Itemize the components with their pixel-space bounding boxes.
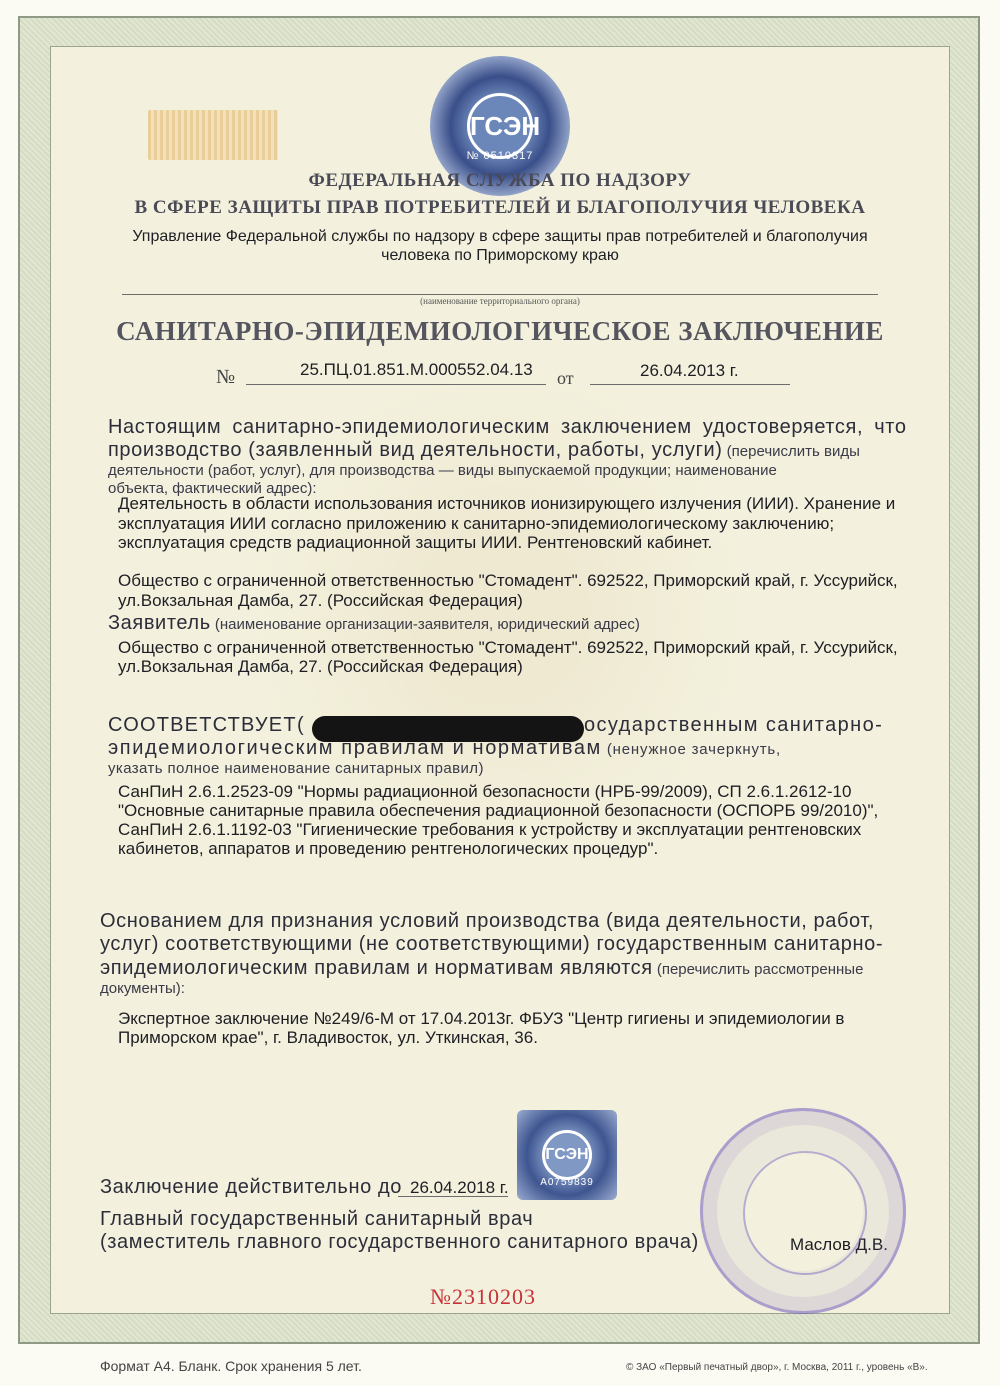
intro-line-1: Настоящим санитарно-эпидемиологическим заключением удостоверяется, что — [108, 416, 907, 438]
intro-line-3: деятельности (работ, услуг), для производства — виды выпускаемой продукции; наименование — [108, 462, 777, 479]
basis-line-3-caption: (перечислить рассмотренные — [652, 961, 864, 978]
conformity-line-2 — [108, 737, 781, 760]
conformity-line-1-rest: осударственным санитарно- — [584, 714, 884, 736]
basis-doc-line-1: Экспертное заключение №249/6-М от 17.04.2013г. ФБУЗ "Центр гигиены и эпидемиологии в — [118, 1009, 845, 1028]
basis-line-3 — [100, 957, 863, 980]
validity-date: 26.04.2018 г. — [410, 1178, 509, 1197]
signer-role-2: (заместитель главного государственного санитарного врача) — [100, 1231, 699, 1253]
intro-line-2-caption: (перечислить виды — [722, 443, 860, 460]
rules-line-4: кабинетов, аппаратов и проведению рентгенологических процедур". — [118, 839, 659, 858]
applicant-heading — [108, 612, 640, 635]
conformity-paren: ( — [297, 714, 305, 736]
header-line-1: ФЕДЕРАЛЬНАЯ СЛУЖБА ПО НАДЗОРУ — [308, 170, 692, 191]
signer-name: Маслов Д.В. — [790, 1235, 888, 1254]
basis-doc-line-2: Приморском крае", г. Владивосток, ул. Уткинская, 36. — [118, 1028, 538, 1047]
document-title: САНИТАРНО-ЭПИДЕМИОЛОГИЧЕСКОЕ ЗАКЛЮЧЕНИЕ — [116, 316, 884, 346]
form-number: №2310203 — [430, 1284, 536, 1309]
issue-date: 26.04.2013 г. — [640, 361, 739, 380]
from-label: от — [557, 368, 574, 388]
applicant-label: Заявитель — [108, 612, 211, 634]
org-caption: (наименование территориального органа) — [420, 296, 580, 306]
applicant-line-2: ул.Вокзальная Дамба, 27. (Российская Федерация) — [118, 657, 523, 676]
rules-line-1: СанПиН 2.6.1.2523-09 "Нормы радиационной безопасности (НРБ-99/2009), СП 2.6.1.2612-10 — [118, 782, 852, 801]
object-address-line-2: ул.Вокзальная Дамба, 27. (Российская Федерация) — [118, 591, 523, 610]
conformity-line-2-main: эпидемиологическим правилам и нормативам — [108, 737, 602, 759]
basis-line-2: услуг) соответствующими (не соответствующими) государственным санитарно- — [100, 933, 884, 955]
rules-line-3: СанПиН 2.6.1.1192-03 "Гигиенические требования к устройству и эксплуатации рентгеновских — [118, 820, 862, 839]
certificate-number: 25.ПЦ.01.851.М.000552.04.13 — [300, 360, 533, 379]
basis-line-3-main: эпидемиологическим правилам и нормативам являются — [100, 957, 653, 979]
applicant-line-1: Общество с ограниченной ответственностью "Стомадент". 692522, Приморский край, г. Уссурийск, — [118, 638, 898, 657]
emblem-top-serial: № 0510317 — [466, 150, 534, 162]
emblem-bottom-icon — [517, 1110, 617, 1200]
validity-label: Заключение действительно до — [100, 1176, 402, 1198]
intro-line-2 — [108, 439, 860, 462]
activity-line-3: эксплуатация средств радиационной защиты ИИИ. Рентгеновский кабинет. — [118, 533, 713, 552]
official-stamp — [700, 1108, 906, 1314]
object-address-line-1: Общество с ограниченной ответственностью "Стомадент". 692522, Приморский край, г. Уссурийск, — [118, 571, 898, 590]
footer-left: Формат А4. Бланк. Срок хранения 5 лет. — [100, 1358, 362, 1374]
rules-line-2: "Основные санитарные правила обеспечения радиационной безопасности (ОСПОРБ 99/2010)", — [118, 801, 879, 820]
intro-line-4: объекта, фактический адрес): — [108, 480, 317, 497]
signer-role-1: Главный государственный санитарный врач — [100, 1208, 534, 1230]
conformity-line-3: указать полное наименование санитарных правил) — [108, 760, 484, 777]
hologram-strip — [148, 110, 278, 160]
applicant-caption: (наименование организации-заявителя, юридический адрес) — [210, 616, 640, 633]
org-name-line-2: человека по Приморскому краю — [381, 247, 619, 264]
basis-line-1: Основанием для признания условий производства (вида деятельности, работ, — [100, 910, 875, 932]
basis-line-4: документы): — [100, 980, 185, 997]
emblem-bottom-serial: А0759839 — [540, 1177, 594, 1188]
intro-line-2-main: производство (заявленный вид деятельности, работы, услуги) — [108, 439, 723, 461]
footer-right: © ЗАО «Первый печатный двор», г. Москва, 2011 г., уровень «В». — [626, 1362, 928, 1373]
org-underline — [122, 294, 878, 295]
number-label: № — [216, 366, 236, 388]
sanitary-emblem-icon: ГСЭН — [467, 93, 533, 159]
conformity-line-2-caption: (ненужное зачеркнуть, — [601, 741, 782, 758]
header-line-2: В СФЕРЕ ЗАЩИТЫ ПРАВ ПОТРЕБИТЕЛЕЙ И БЛАГОПОЛУЧИЯ ЧЕЛОВЕКА — [134, 197, 866, 218]
stamp-center — [743, 1151, 867, 1275]
activity-line-2: эксплуатация ИИИ согласно приложению к санитарно-эпидемиологическому заключению; — [118, 514, 835, 533]
sanitary-emblem-small-icon: ГСЭН — [542, 1130, 592, 1180]
activity-line-1: Деятельность в области использования источников ионизирующего излучения (ИИИ). Хранение и — [118, 494, 896, 513]
date-underline — [590, 384, 790, 385]
conformity-word: СООТВЕТСТВУЕТ — [108, 714, 297, 736]
org-name-line-1: Управление Федеральной службы по надзору в сфере защиты прав потребителей и благополучия — [132, 228, 868, 245]
number-underline — [246, 384, 546, 385]
